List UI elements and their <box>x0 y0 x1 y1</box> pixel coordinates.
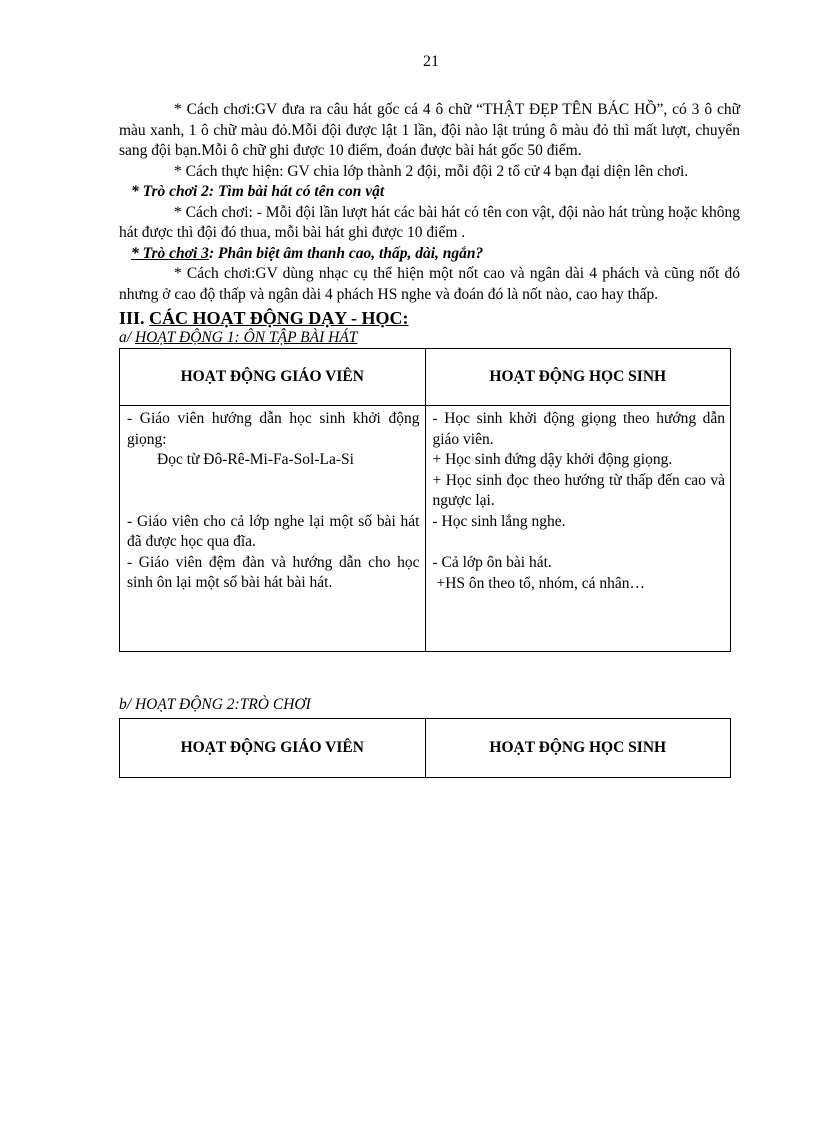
activity1-content-row <box>120 406 731 652</box>
student-line: + Học sinh đọc theo hướng từ thấp đến cao và ngược lại. <box>432 471 725 509</box>
game3-title <box>119 244 740 265</box>
activity1-title: HOẠT ĐỘNG 1: ÔN TẬP BÀI HÁT <box>134 329 358 346</box>
student-line: - Học sinh lắng nghe. <box>432 512 566 530</box>
document-body <box>119 100 740 778</box>
game1-rules: * Cách chơi:GV đưa ra câu hát gốc cá 4 ô chữ “THẬT ĐẸP TÊN BÁC HỒ”, có 3 ô chữ màu xanh, 1 ô chữ màu đỏ.Mỗi đội được lật 1 lần, đội nào lật trúng ô màu đỏ thì mất lượt, chuyển sang đội bạn.Mỗi ô chữ ghi được 10 điểm, đoán được bài hát gốc 50 điểm. <box>119 101 740 159</box>
activity1-prefix: a/ <box>119 329 135 346</box>
activity2-heading <box>119 696 740 714</box>
teacher-column-header: HOẠT ĐỘNG GIÁO VIÊN <box>120 349 426 406</box>
student-line: - Học sinh khởi động giọng theo hướng dẫn giáo viên. <box>432 410 725 448</box>
activity2-prefix: b/ <box>119 696 135 713</box>
section-title: CÁC HOẠT ĐỘNG DẠY - HỌC: <box>149 308 409 328</box>
game3-rules: * Cách chơi:GV dùng nhạc cụ thể hiện một nốt cao và ngân dài 4 phách và cũng nốt đó nhưng ở cao độ thấp và ngân dài 4 phách HS nghe và đoán đó là nốt nào, cao hay thấp. <box>119 265 740 303</box>
teacher-line: Đọc từ Đô-Rê-Mi-Fa-Sol-La-Si <box>157 451 354 468</box>
student-line: + Học sinh đứng dậy khởi động giọng. <box>432 451 673 468</box>
student-column-header: HOẠT ĐỘNG HỌC SINH <box>425 719 731 778</box>
student-line: - Cả lớp ôn bài hát. <box>432 554 552 571</box>
student-column-header: HOẠT ĐỘNG HỌC SINH <box>425 349 731 406</box>
student-cell <box>425 406 731 652</box>
game2-rules: * Cách chơi: - Mỗi đội lần lượt hát các bài hát có tên con vật, đội nào hát trùng hoặc không hát được thì đội đó thua, mỗi bài hát ghi được 10 điểm . <box>119 203 740 241</box>
teacher-line: - Giáo viên đệm đàn và hướng dẫn cho học sinh ôn lại một số bài hát bài hát. <box>127 553 420 591</box>
activity1-header-row <box>120 349 731 406</box>
teacher-line: - Giáo viên hướng dẫn học sinh khởi động giọng: <box>127 410 420 448</box>
activity1-heading <box>119 329 740 347</box>
section-prefix: III. <box>119 308 150 328</box>
game3-title-rest: : Phân biệt âm thanh cao, thấp, dài, ngắn? <box>208 244 484 262</box>
teacher-cell <box>120 406 426 652</box>
activity2-header-row <box>120 719 731 778</box>
activity1-table <box>119 348 731 652</box>
teacher-column-header: HOẠT ĐỘNG GIÁO VIÊN <box>120 719 426 778</box>
game2-title: * Trò chơi 2: Tìm bài hát có tên con vật <box>131 183 385 200</box>
activity2-table <box>119 718 731 778</box>
game1-procedure: * Cách thực hiện: GV chia lớp thành 2 đội, mỗi đội 2 tổ cử 4 bạn đại diện lên chơi. <box>174 162 689 180</box>
activity2-title: HOẠT ĐỘNG 2:TRÒ CHƠI <box>134 696 311 713</box>
teacher-line: - Giáo viên cho cả lớp nghe lại một số bài hát đã được học qua đĩa. <box>127 512 420 550</box>
section-heading <box>119 307 740 329</box>
game3-title-prefix: * Trò chơi 3 <box>131 244 209 262</box>
student-line: +HS ôn theo tổ, nhóm, cá nhân… <box>436 574 645 592</box>
page-number: 21 <box>423 53 439 70</box>
